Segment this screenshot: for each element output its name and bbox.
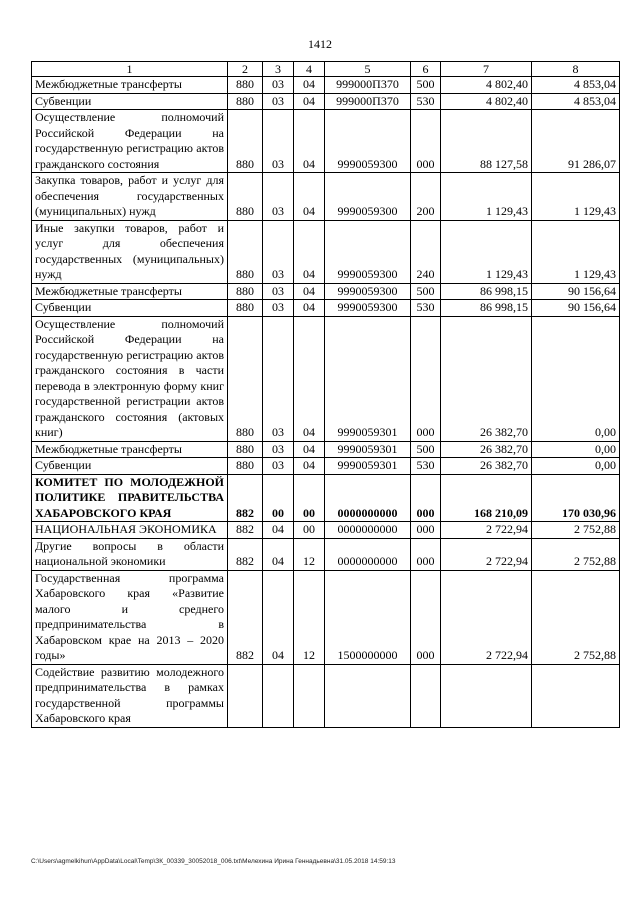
row-value-cell: 168 210,09	[441, 474, 532, 522]
row-value-cell: 000	[411, 110, 441, 173]
row-value-cell: 2 752,88	[532, 522, 620, 539]
row-value-cell: 0,00	[532, 441, 620, 458]
row-value-cell: 12	[294, 570, 325, 664]
row-value-cell	[441, 664, 532, 727]
row-value-cell: 03	[263, 283, 294, 300]
column-number-header	[32, 62, 620, 77]
row-value-cell: 04	[263, 538, 294, 570]
row-value-cell: 2 722,94	[441, 522, 532, 539]
table-row	[32, 664, 620, 727]
column-header: 3	[263, 62, 294, 77]
column-header: 8	[532, 62, 620, 77]
table-row	[32, 110, 620, 173]
row-value-cell: 00	[294, 474, 325, 522]
row-value-cell: 9990059301	[325, 316, 411, 441]
row-value-cell: 170 030,96	[532, 474, 620, 522]
row-value-cell: 9990059301	[325, 441, 411, 458]
row-name-cell: Осуществление полномочий Российской Федерации на государственную регистрацию актов гражданского состояния в части перевода в электронную форму книг государственной регистрации актов гражданского состояния (актовых книг)	[32, 316, 228, 441]
row-value-cell: 03	[263, 300, 294, 317]
row-name-cell: Другие вопросы в области национальной экономики	[32, 538, 228, 570]
row-value-cell: 880	[228, 458, 263, 475]
row-name-cell: НАЦИОНАЛЬНАЯ ЭКОНОМИКА	[32, 522, 228, 539]
row-value-cell: 86 998,15	[441, 300, 532, 317]
row-name-cell: Субвенции	[32, 300, 228, 317]
row-value-cell	[294, 664, 325, 727]
row-value-cell: 882	[228, 522, 263, 539]
row-name-cell: КОМИТЕТ ПО МОЛОДЕЖНОЙ ПОЛИТИКЕ ПРАВИТЕЛЬСТВА ХАБАРОВСКОГО КРАЯ	[32, 474, 228, 522]
row-value-cell: 530	[411, 93, 441, 110]
row-value-cell: 530	[411, 458, 441, 475]
row-value-cell: 000	[411, 522, 441, 539]
table-row	[32, 522, 620, 539]
row-value-cell: 04	[294, 441, 325, 458]
row-value-cell: 04	[263, 570, 294, 664]
row-value-cell: 1500000000	[325, 570, 411, 664]
row-value-cell: 04	[294, 316, 325, 441]
row-value-cell: 90 156,64	[532, 283, 620, 300]
row-value-cell: 0000000000	[325, 522, 411, 539]
table-row	[32, 283, 620, 300]
column-header: 5	[325, 62, 411, 77]
row-value-cell: 04	[294, 300, 325, 317]
row-value-cell	[263, 664, 294, 727]
file-path-footer: C:\Users\agmelkihun\AppData\Local\Temp\ЗК_00339_30052018_006.txt\Мелехина Ирина Геннадьевна\31.05.2018 14:59:13	[31, 858, 396, 865]
row-value-cell: 999000П370	[325, 77, 411, 94]
table-row	[32, 570, 620, 664]
row-name-cell: Субвенции	[32, 458, 228, 475]
row-value-cell: 200	[411, 173, 441, 221]
row-value-cell: 00	[294, 522, 325, 539]
row-value-cell: 03	[263, 316, 294, 441]
row-value-cell: 04	[263, 522, 294, 539]
row-value-cell: 91 286,07	[532, 110, 620, 173]
row-value-cell: 0,00	[532, 316, 620, 441]
row-value-cell: 4 853,04	[532, 77, 620, 94]
row-value-cell: 04	[294, 77, 325, 94]
table-row	[32, 441, 620, 458]
row-value-cell: 9990059300	[325, 300, 411, 317]
row-value-cell: 12	[294, 538, 325, 570]
row-value-cell: 04	[294, 220, 325, 283]
row-value-cell: 880	[228, 173, 263, 221]
row-value-cell: 26 382,70	[441, 316, 532, 441]
row-value-cell: 9990059300	[325, 220, 411, 283]
row-name-cell: Государственная программа Хабаровского края «Развитие малого и среднего предпринимательства в Хабаровском крае на 2013 – 2020 годы»	[32, 570, 228, 664]
row-value-cell: 880	[228, 110, 263, 173]
table-row	[32, 300, 620, 317]
row-value-cell: 000	[411, 538, 441, 570]
page-number: 1412	[308, 37, 332, 51]
row-value-cell: 03	[263, 110, 294, 173]
row-value-cell: 0000000000	[325, 474, 411, 522]
row-value-cell	[228, 664, 263, 727]
table-row	[32, 173, 620, 221]
row-value-cell: 500	[411, 283, 441, 300]
row-value-cell: 880	[228, 77, 263, 94]
row-value-cell: 240	[411, 220, 441, 283]
row-value-cell: 2 752,88	[532, 538, 620, 570]
row-value-cell	[325, 664, 411, 727]
row-name-cell: Осуществление полномочий Российской Федерации на государственную регистрацию актов гражданского состояния	[32, 110, 228, 173]
row-value-cell: 530	[411, 300, 441, 317]
row-value-cell: 00	[263, 474, 294, 522]
row-value-cell: 04	[294, 93, 325, 110]
row-name-cell: Межбюджетные трансферты	[32, 77, 228, 94]
row-name-cell: Содействие развитию молодежного предпринимательства в рамках государственной программы Хабаровского края	[32, 664, 228, 727]
row-value-cell: 882	[228, 538, 263, 570]
row-value-cell: 882	[228, 474, 263, 522]
row-value-cell: 000	[411, 316, 441, 441]
row-value-cell: 880	[228, 220, 263, 283]
row-value-cell: 04	[294, 283, 325, 300]
row-name-cell: Межбюджетные трансферты	[32, 441, 228, 458]
column-header: 6	[411, 62, 441, 77]
row-value-cell: 03	[263, 173, 294, 221]
row-value-cell: 03	[263, 220, 294, 283]
row-name-cell: Иные закупки товаров, работ и услуг для обеспечения государственных (муниципальных) нужд	[32, 220, 228, 283]
column-header: 7	[441, 62, 532, 77]
row-value-cell: 04	[294, 173, 325, 221]
row-value-cell: 000	[411, 570, 441, 664]
row-value-cell: 9990059300	[325, 283, 411, 300]
column-header: 2	[228, 62, 263, 77]
row-value-cell	[411, 664, 441, 727]
row-value-cell: 03	[263, 458, 294, 475]
row-name-cell: Закупка товаров, работ и услуг для обеспечения государственных (муниципальных) нужд	[32, 173, 228, 221]
row-value-cell: 9990059300	[325, 110, 411, 173]
budget-table	[31, 61, 620, 728]
row-value-cell: 2 722,94	[441, 570, 532, 664]
table-row	[32, 458, 620, 475]
row-value-cell: 04	[294, 110, 325, 173]
table-row	[32, 220, 620, 283]
table-row	[32, 474, 620, 522]
row-value-cell: 1 129,43	[441, 220, 532, 283]
row-value-cell: 04	[294, 458, 325, 475]
row-value-cell: 90 156,64	[532, 300, 620, 317]
row-value-cell: 2 722,94	[441, 538, 532, 570]
row-value-cell: 999000П370	[325, 93, 411, 110]
row-value-cell: 26 382,70	[441, 441, 532, 458]
column-header: 1	[32, 62, 228, 77]
row-value-cell: 880	[228, 441, 263, 458]
table-row	[32, 538, 620, 570]
row-value-cell: 26 382,70	[441, 458, 532, 475]
row-value-cell: 9990059301	[325, 458, 411, 475]
row-value-cell: 0,00	[532, 458, 620, 475]
row-value-cell: 9990059300	[325, 173, 411, 221]
row-value-cell: 880	[228, 283, 263, 300]
table-row	[32, 77, 620, 94]
row-value-cell: 880	[228, 316, 263, 441]
row-value-cell: 4 802,40	[441, 93, 532, 110]
row-value-cell: 1 129,43	[532, 173, 620, 221]
row-value-cell: 2 752,88	[532, 570, 620, 664]
row-value-cell: 882	[228, 570, 263, 664]
row-value-cell: 86 998,15	[441, 283, 532, 300]
row-value-cell	[532, 664, 620, 727]
row-value-cell: 1 129,43	[441, 173, 532, 221]
row-value-cell: 0000000000	[325, 538, 411, 570]
row-value-cell: 4 853,04	[532, 93, 620, 110]
row-value-cell: 000	[411, 474, 441, 522]
table-row	[32, 93, 620, 110]
row-value-cell: 03	[263, 441, 294, 458]
row-value-cell: 880	[228, 300, 263, 317]
column-header: 4	[294, 62, 325, 77]
row-value-cell: 88 127,58	[441, 110, 532, 173]
row-value-cell: 500	[411, 77, 441, 94]
row-value-cell: 03	[263, 77, 294, 94]
row-value-cell: 500	[411, 441, 441, 458]
row-value-cell: 03	[263, 93, 294, 110]
row-name-cell: Субвенции	[32, 93, 228, 110]
row-value-cell: 4 802,40	[441, 77, 532, 94]
row-name-cell: Межбюджетные трансферты	[32, 283, 228, 300]
row-value-cell: 1 129,43	[532, 220, 620, 283]
table-row	[32, 316, 620, 441]
row-value-cell: 880	[228, 93, 263, 110]
